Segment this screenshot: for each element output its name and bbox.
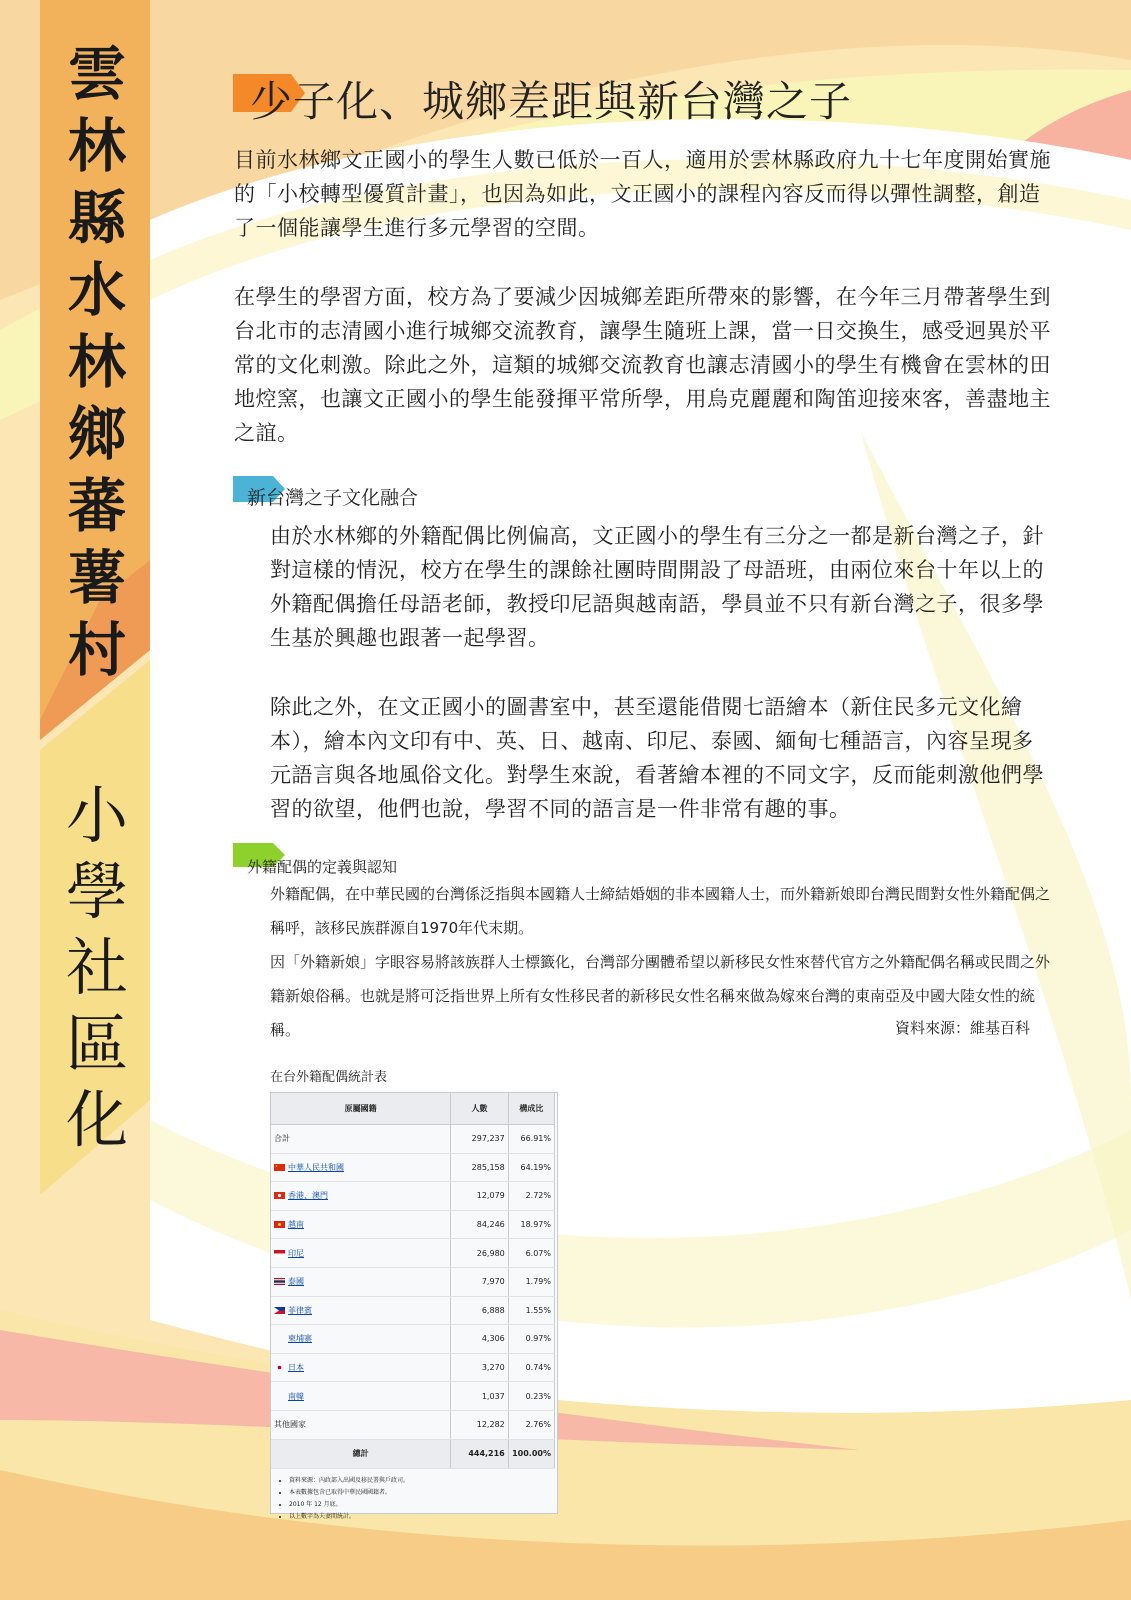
count-cell: 4,306: [451, 1325, 508, 1354]
ratio-cell: 64.19%: [508, 1153, 554, 1182]
section2-paragraph-1: 外籍配偶，在中華民國的台灣係泛指與本國籍人士締結婚姻的非本國籍人士，而外籍新娘即台灣民間對女性外籍配偶之稱呼，該移民族群源自1970年代末期。: [270, 885, 1051, 937]
china-flag-icon: [274, 1163, 288, 1172]
ratio-cell: 18.97%: [508, 1210, 554, 1239]
stats-table-body: [271, 1125, 555, 1440]
table-row: [271, 1267, 555, 1296]
section1-title: 新台灣之子文化融合: [247, 487, 419, 509]
intro-paragraph-1: 目前水林鄉文正國小的學生人數已低於一百人，適用於雲林縣政府九十七年度開始實施的「小校轉型優質計畫」，也因為如此，文正國小的課程內容反而得以彈性調整，創造了一個能讓學生進行多元學習的空間。: [234, 148, 1051, 240]
nationality-cell: [271, 1410, 451, 1439]
table-row: [271, 1239, 555, 1268]
section1-paragraph-2: 除此之外，在文正國小的圖書室中，甚至還能借閱七語繪本（新住民多元文化繪本），繪本內文印有中、英、日、越南、印尼、泰國、緬甸七種語言，內容呈現多元語言與各地風俗文化。對學生來說，看著繪本裡的不同文字，反而能刺激他們學習的欲望，他們也說，學習不同的語言是一件非常有趣的事。: [270, 695, 1044, 821]
ratio-cell: 1.55%: [508, 1296, 554, 1325]
table-row: [271, 1410, 555, 1439]
page-title: 少子化、城鄉差距與新台灣之子: [250, 77, 853, 126]
section1-paragraph-1: 由於水林鄉的外籍配偶比例偏高，文正國小的學生有三分之一都是新台灣之子，針對這樣的情況，校方在學生的課餘社團時間開設了母語班，由兩位來台十年以上的外籍配偶擔任母語老師，教授印尼語與越南語，學員並不只有新台灣之子，很多學生基於興趣也跟著一起學習。: [270, 524, 1044, 650]
nationality-cell[interactable]: [271, 1182, 451, 1211]
table-row: [271, 1353, 555, 1382]
ratio-cell: 6.07%: [508, 1239, 554, 1268]
ratio-cell: 2.72%: [508, 1182, 554, 1211]
ratio-cell: 2.76%: [508, 1410, 554, 1439]
table-total-row: [271, 1439, 555, 1468]
table-row: [271, 1182, 555, 1211]
nationality-cell[interactable]: [271, 1153, 451, 1182]
header-nationality: 原屬國籍: [271, 1093, 451, 1125]
indonesia-flag-icon: [274, 1249, 288, 1258]
nationality-label: 其他國家: [274, 1420, 306, 1430]
count-cell: 84,246: [451, 1210, 508, 1239]
total-count: 444,216: [451, 1439, 508, 1468]
sidebar-title-village: 雲林縣水林鄉蕃薯村: [67, 40, 126, 684]
nationality-cell: [271, 1125, 451, 1154]
nationality-label: 合計: [274, 1134, 290, 1144]
section2-title: 外籍配偶的定義與認知: [247, 858, 398, 876]
table-row: [271, 1325, 555, 1354]
nationality-cell[interactable]: [271, 1382, 451, 1411]
table-note: • 本表數據包含已取得中華民國國籍者。: [289, 1487, 557, 1499]
table-header-row: [271, 1093, 555, 1125]
count-cell: 12,282: [451, 1410, 508, 1439]
count-cell: 12,079: [451, 1182, 508, 1211]
ratio-cell: 66.91%: [508, 1125, 554, 1154]
nationality-label[interactable]: 泰國: [288, 1277, 304, 1287]
count-cell: 3,270: [451, 1353, 508, 1382]
ratio-cell: 0.97%: [508, 1325, 554, 1354]
table-row: [271, 1296, 555, 1325]
nationality-label[interactable]: 中華人民共和國: [288, 1162, 344, 1172]
table-note: • 以上數字為夫妻間統計。: [289, 1511, 557, 1523]
count-cell: 6,888: [451, 1296, 508, 1325]
count-cell: 1,037: [451, 1382, 508, 1411]
nationality-label[interactable]: 柬埔寨: [288, 1334, 312, 1344]
total-ratio: 100.00%: [508, 1439, 554, 1468]
nationality-label[interactable]: 菲律賓: [288, 1305, 312, 1315]
nationality-cell[interactable]: [271, 1239, 451, 1268]
table-row: [271, 1210, 555, 1239]
ratio-cell: 0.23%: [508, 1382, 554, 1411]
vietnam-flag-icon: [274, 1220, 288, 1229]
stats-table: [271, 1093, 555, 1469]
nationality-label[interactable]: 日本: [288, 1363, 304, 1373]
nationality-cell[interactable]: [271, 1353, 451, 1382]
count-cell: 26,980: [451, 1239, 508, 1268]
stats-table-box: [270, 1092, 558, 1520]
hongkong-flag-icon: [274, 1191, 288, 1200]
count-cell: 297,237: [451, 1125, 508, 1154]
nationality-label[interactable]: 印尼: [288, 1248, 304, 1258]
nationality-cell[interactable]: [271, 1296, 451, 1325]
philippines-flag-icon: [274, 1306, 288, 1315]
ratio-cell: 1.79%: [508, 1267, 554, 1296]
nationality-cell[interactable]: [271, 1325, 451, 1354]
count-cell: 7,970: [451, 1267, 508, 1296]
header-count: 人數: [451, 1093, 508, 1125]
table-row: [271, 1153, 555, 1182]
nationality-cell[interactable]: [271, 1210, 451, 1239]
section2-paragraph-2: 因「外籍新娘」字眼容易將該族群人士標籤化，台灣部分團體希望以新移民女性來替代官方之外籍配偶名稱或民間之外籍新娘俗稱。也就是將可泛指世界上所有女性移民者的新移民女性名稱來做為嫁來台灣的東南亞及中國大陸女性的統稱。: [270, 953, 1051, 1039]
nationality-label[interactable]: 越南: [288, 1220, 304, 1230]
table-row: [271, 1382, 555, 1411]
ratio-cell: 0.74%: [508, 1353, 554, 1382]
total-label: 總計: [271, 1439, 451, 1468]
table-note: • 2010 年 12 月底。: [289, 1499, 557, 1511]
intro-paragraph-2: 在學生的學習方面，校方為了要減少因城鄉差距所帶來的影響，在今年三月帶著學生到台北市的志清國小進行城鄉交流教育，讓學生隨班上課，當一日交換生，感受迥異於平常的文化刺激。除此之外，這類的城鄉交流教育也讓志清國小的學生有機會在雲林的田地焢窯，也讓文正國小的學生能發揮平常所學，用烏克麗麗和陶笛迎接來客，善盡地主之誼。: [234, 285, 1051, 445]
table-note: • 資料來源：內政部入出國及移民署與戶政司。: [289, 1475, 557, 1487]
thailand-flag-icon: [274, 1277, 288, 1286]
source-credit: 資料來源：維基百科: [895, 1019, 1031, 1037]
header-ratio: 構成比: [508, 1093, 554, 1125]
table-notes: [271, 1475, 557, 1523]
sidebar-title-theme: 小學社區化: [65, 779, 128, 1156]
nationality-label[interactable]: 南韓: [288, 1391, 304, 1401]
table-caption: 在台外籍配偶統計表: [270, 1070, 388, 1085]
japan-flag-icon: [274, 1363, 288, 1372]
table-row: [271, 1125, 555, 1154]
count-cell: 285,158: [451, 1153, 508, 1182]
nationality-label[interactable]: 香港、澳門: [288, 1191, 328, 1201]
nationality-cell[interactable]: [271, 1267, 451, 1296]
